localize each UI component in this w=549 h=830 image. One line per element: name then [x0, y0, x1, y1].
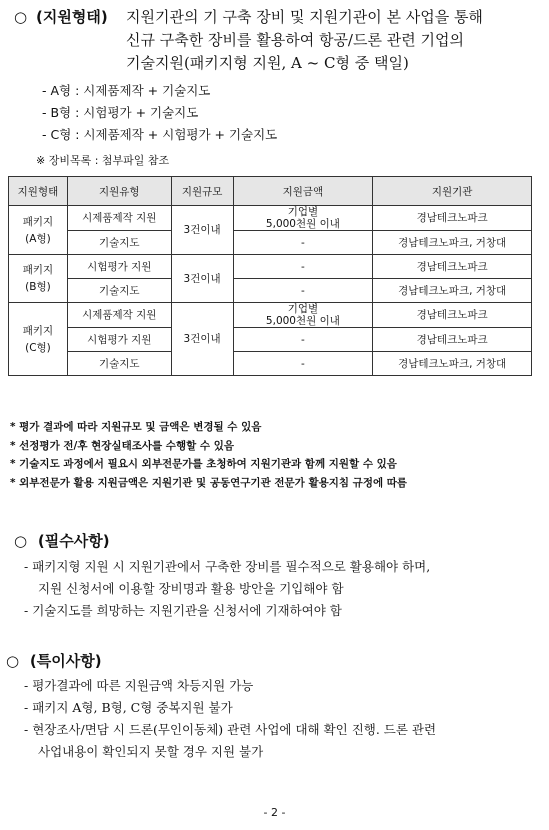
table-header-cell: 지원형태: [9, 177, 68, 206]
table-row: [9, 206, 532, 231]
package-type-item: - C형 : 시제품제작 + 시험평가 + 기술지도: [42, 127, 278, 142]
support-kind-cell: 시제품제작 지원: [67, 206, 171, 231]
special-item: - 현장조사/면담 시 드론(무인이동체) 관련 사업에 대해 확인 진행. 드론 관련: [24, 722, 437, 737]
support-amount-cell: -: [233, 352, 373, 376]
support-org-cell: 경남테크노파크, 거창대: [373, 352, 532, 376]
table-header-cell: 지원기관: [373, 177, 532, 206]
support-amount-cell: -: [233, 255, 373, 279]
package-type-cell: 패키지 (B형): [9, 255, 68, 303]
support-kind-cell: 시험평가 지원: [67, 255, 171, 279]
special-item-cont: 사업내용이 확인되지 못할 경우 지원 불가: [38, 744, 264, 759]
special-item: - 패키지 A형, B형, C형 중복지원 불가: [24, 700, 233, 715]
support-kind-cell: 기술지도: [67, 352, 171, 376]
support-scale-cell: 3건이내: [171, 255, 233, 303]
page-number: - 2 -: [263, 806, 286, 819]
section-title: (필수사항): [37, 532, 110, 550]
table-notes: [10, 418, 540, 492]
table-note: * 외부전문가 활용 지원금액은 지원기관 및 공동연구기관 전문가 활용지침 규정에 따름: [10, 476, 408, 489]
table-header-cell: 지원금액: [233, 177, 373, 206]
support-kind-cell: 시험평가 지원: [67, 328, 171, 352]
section-title: (지원형태): [36, 8, 108, 26]
support-amount-cell: -: [233, 279, 373, 303]
support-org-cell: 경남테크노파크: [373, 255, 532, 279]
table-note: * 평가 결과에 따라 지원규모 및 금액은 변경될 수 있음: [10, 421, 262, 433]
package-type-cell: 패키지 (A형): [9, 206, 68, 255]
support-org-cell: 경남테크노파크: [373, 206, 532, 231]
table-row: [9, 255, 532, 279]
table-row: [9, 328, 532, 352]
bullet-circle: ○: [14, 8, 28, 26]
section-text: 지원기관의 기 구축 장비 및 지원기관이 본 사업을 통해: [126, 8, 483, 26]
table-header-row: [9, 177, 532, 206]
table-row: [9, 231, 532, 255]
support-org-cell: 경남테크노파크, 거창대: [373, 279, 532, 303]
table-row: [9, 279, 532, 303]
support-scale-cell: 3건이내: [171, 206, 233, 255]
package-type-cell: 패키지 (C형): [9, 303, 68, 376]
support-kind-cell: 기술지도: [67, 231, 171, 255]
section-title: (특이사항): [29, 652, 102, 670]
section-support-form: [14, 6, 539, 75]
support-kind-cell: 시제품제작 지원: [67, 303, 171, 328]
section-text: 기술지원(패키지형 지원, A ~ C형 중 택일): [126, 54, 409, 72]
required-item: - 패키지형 지원 시 지원기관에서 구축한 장비를 필수적으로 활용해야 하며,: [24, 559, 431, 574]
required-item: - 기술지도를 희망하는 지원기관을 신청서에 기재하여야 함: [24, 603, 342, 618]
bullet-circle: ○: [14, 532, 28, 550]
package-type-item: - B형 : 시험평가 + 기술지도: [42, 105, 199, 120]
support-kind-cell: 기술지도: [67, 279, 171, 303]
support-amount-cell: -: [233, 231, 373, 255]
support-org-cell: 경남테크노파크: [373, 328, 532, 352]
section-special: [6, 650, 102, 673]
table-row: [9, 352, 532, 376]
table-header-cell: 지원규모: [171, 177, 233, 206]
special-item: - 평가결과에 따른 지원금액 차등지원 가능: [24, 678, 254, 693]
support-scale-cell: 3건이내: [171, 303, 233, 376]
bullet-circle: ○: [6, 652, 20, 670]
package-type-list: [42, 80, 277, 146]
table-note: * 기술지도 과정에서 필요시 외부전문가를 초청하여 지원기관과 함께 지원할 수 있음: [10, 458, 397, 470]
table-row: [9, 303, 532, 328]
support-amount-cell: -: [233, 328, 373, 352]
support-org-cell: 경남테크노파크, 거창대: [373, 231, 532, 255]
support-amount-cell: 기업별 5,000천원 이내: [233, 206, 373, 231]
support-table: [8, 176, 532, 376]
support-org-cell: 경남테크노파크: [373, 303, 532, 328]
table-header-cell: 지원유형: [67, 177, 171, 206]
package-type-item: - A형 : 시제품제작 + 기술지도: [42, 83, 211, 98]
table-note: * 선정평가 전/후 현장실태조사를 수행할 수 있음: [10, 439, 234, 452]
section-text: 신규 구축한 장비를 활용하여 항공/드론 관련 기업의: [126, 31, 464, 49]
equipment-note: ※ 장비목록 : 첨부파일 참조: [36, 154, 170, 167]
required-item-cont: 지원 신청서에 이용할 장비명과 활용 방안을 기입해야 함: [38, 581, 344, 596]
special-list: [24, 675, 539, 763]
required-list: [24, 556, 539, 622]
support-amount-cell: 기업별 5,000천원 이내: [233, 303, 373, 328]
section-required: [14, 530, 110, 553]
